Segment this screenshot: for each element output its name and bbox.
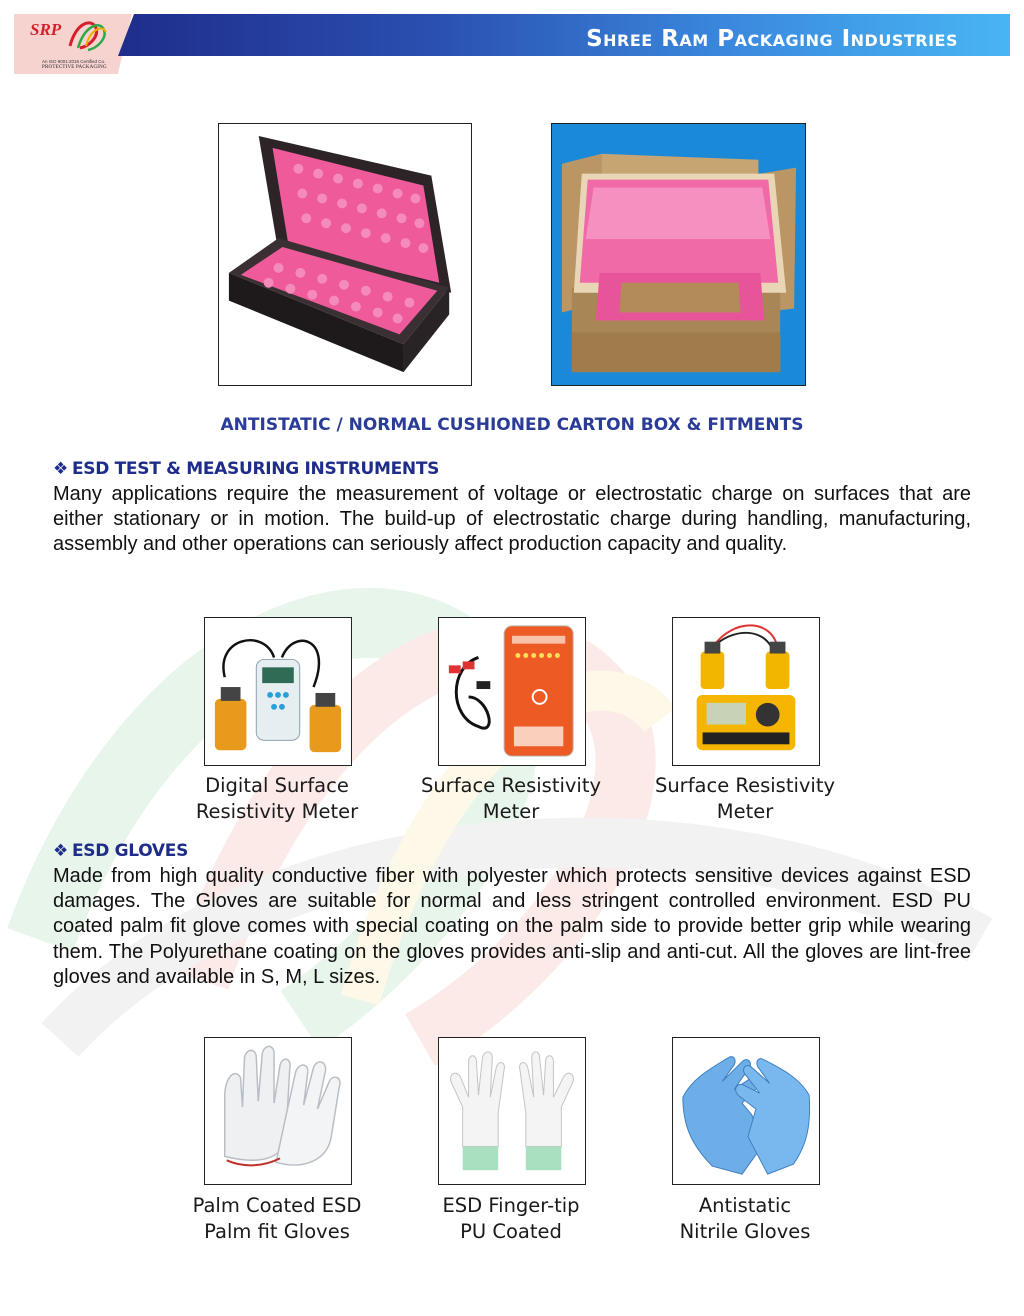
glove-caption-2-line1: ESD Finger-tip xyxy=(442,1194,580,1217)
carton-box-image-black xyxy=(218,123,472,386)
company-name: Shree Ram Packaging Industries xyxy=(586,26,958,52)
orange-resistivity-meter-illustration xyxy=(439,618,585,765)
glove-caption-1-line1: Palm Coated ESD xyxy=(192,1194,362,1217)
instrument-caption-2-line1: Surface Resistivity xyxy=(420,774,602,797)
white-leather-gloves-illustration xyxy=(205,1038,351,1184)
logo-swirl-icon xyxy=(66,16,110,52)
instrument-image-1 xyxy=(204,617,352,766)
gloves-heading xyxy=(53,841,188,861)
carton-box-image-kraft xyxy=(551,123,806,386)
diamond-bullet-icon: ❖ xyxy=(53,841,68,861)
instruments-heading-text: ESD TEST & MEASURING INSTRUMENTS xyxy=(71,459,440,479)
glove-image-1 xyxy=(204,1037,352,1185)
black-mailer-box-illustration xyxy=(219,124,471,385)
handheld-meter-illustration xyxy=(205,618,351,765)
instrument-image-2 xyxy=(438,617,586,766)
instrument-caption-1-line1: Digital Surface xyxy=(205,774,349,797)
gloves-paragraph: Made from high quality conductive fiber with polyester which protects sensitive devices against ESD damages. The Gloves are suitable for normal and less stringent controlled environment. ESD PU coated palm fit glove comes with special coating on the palm side to provide better grip while wearing them. The Polyurethane coating on the gloves provides anti-slip and anti-cut. All the gloves are lint-free gloves and available in S, M, L sizes. xyxy=(53,865,971,988)
glove-caption-2 xyxy=(401,1193,621,1244)
instruments-paragraph: Many applications require the measurement of voltage or electrostatic charge on surfaces that are either stationary or in motion. The build-up of electrostatic charge during handling, manufacturing, assembly and other operations can seriously affect production capacity and quality. xyxy=(53,483,971,556)
instrument-image-3 xyxy=(672,617,820,766)
instrument-caption-2 xyxy=(401,773,621,824)
instrument-caption-1 xyxy=(167,773,387,824)
instrument-caption-3-line2: Meter xyxy=(716,799,774,823)
glove-caption-3 xyxy=(635,1193,855,1244)
blue-nitrile-gloves-illustration xyxy=(673,1038,819,1184)
instrument-caption-3-line1: Surface Resistivity xyxy=(654,774,836,797)
instruments-heading xyxy=(53,459,439,479)
glove-caption-3-line2: Nitrile Gloves xyxy=(679,1219,811,1243)
glove-caption-1 xyxy=(167,1193,387,1244)
white-knit-fingertip-gloves-illustration xyxy=(439,1038,585,1184)
gloves-heading-text: ESD GLOVES xyxy=(71,841,189,861)
logo-tagline: An ISO 9001:2015 Certified Co. xyxy=(42,59,106,64)
glove-caption-2-line2: PU Coated xyxy=(460,1219,562,1243)
diamond-bullet-icon: ❖ xyxy=(53,459,68,479)
kraft-box-illustration xyxy=(552,124,805,385)
instrument-caption-1-line2: Resistivity Meter xyxy=(195,799,359,823)
logo-subline: PROTECTIVE PACKAGING xyxy=(42,65,107,70)
glove-caption-1-line2: Palm fit Gloves xyxy=(204,1219,350,1243)
instrument-caption-2-line2: Meter xyxy=(482,799,540,823)
instrument-caption-3 xyxy=(635,773,855,824)
carton-caption: ANTISTATIC / NORMAL CUSHIONED CARTON BOX & FITMENTS xyxy=(220,415,804,435)
glove-caption-3-line1: Antistatic xyxy=(698,1194,792,1217)
glove-image-2 xyxy=(438,1037,586,1185)
yellow-digital-meter-illustration xyxy=(673,618,819,765)
company-logo-mark: SRP xyxy=(30,20,62,39)
glove-image-3 xyxy=(672,1037,820,1185)
